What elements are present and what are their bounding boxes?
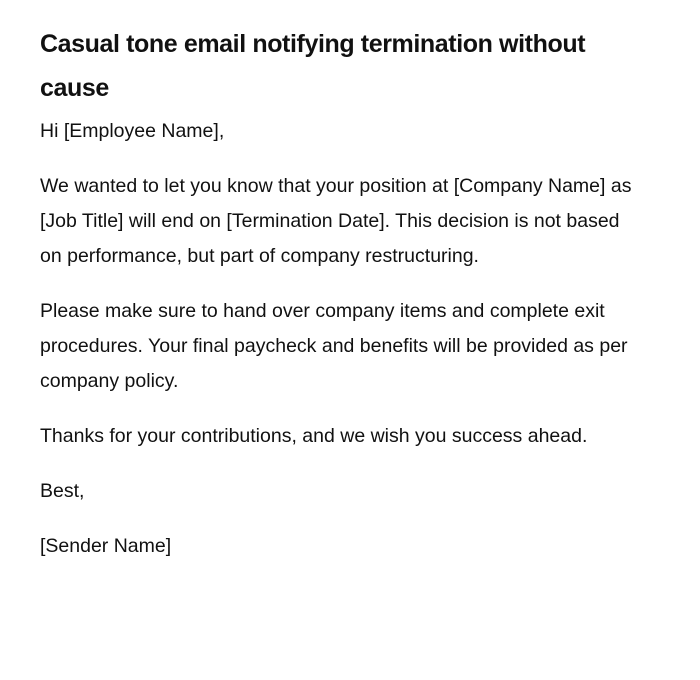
document-title: Casual tone email notifying termination without cause [40, 30, 586, 102]
body-paragraph: Thanks for your contributions, and we wish you success ahead. [40, 425, 588, 447]
greeting: Hi [Employee Name], [40, 120, 225, 142]
sender-name: [Sender Name] [40, 535, 172, 557]
body-paragraph: Please make sure to hand over company items and complete exit procedures. Your final paycheck and benefits will be provided as per company policy. [40, 300, 628, 392]
body-paragraph: We wanted to let you know that your position at [Company Name] as [Job Title] will end on [Termination Date]. This decision is not based on performance, but part of company restructuring. [40, 175, 632, 267]
sign-off: Best, [40, 480, 85, 502]
